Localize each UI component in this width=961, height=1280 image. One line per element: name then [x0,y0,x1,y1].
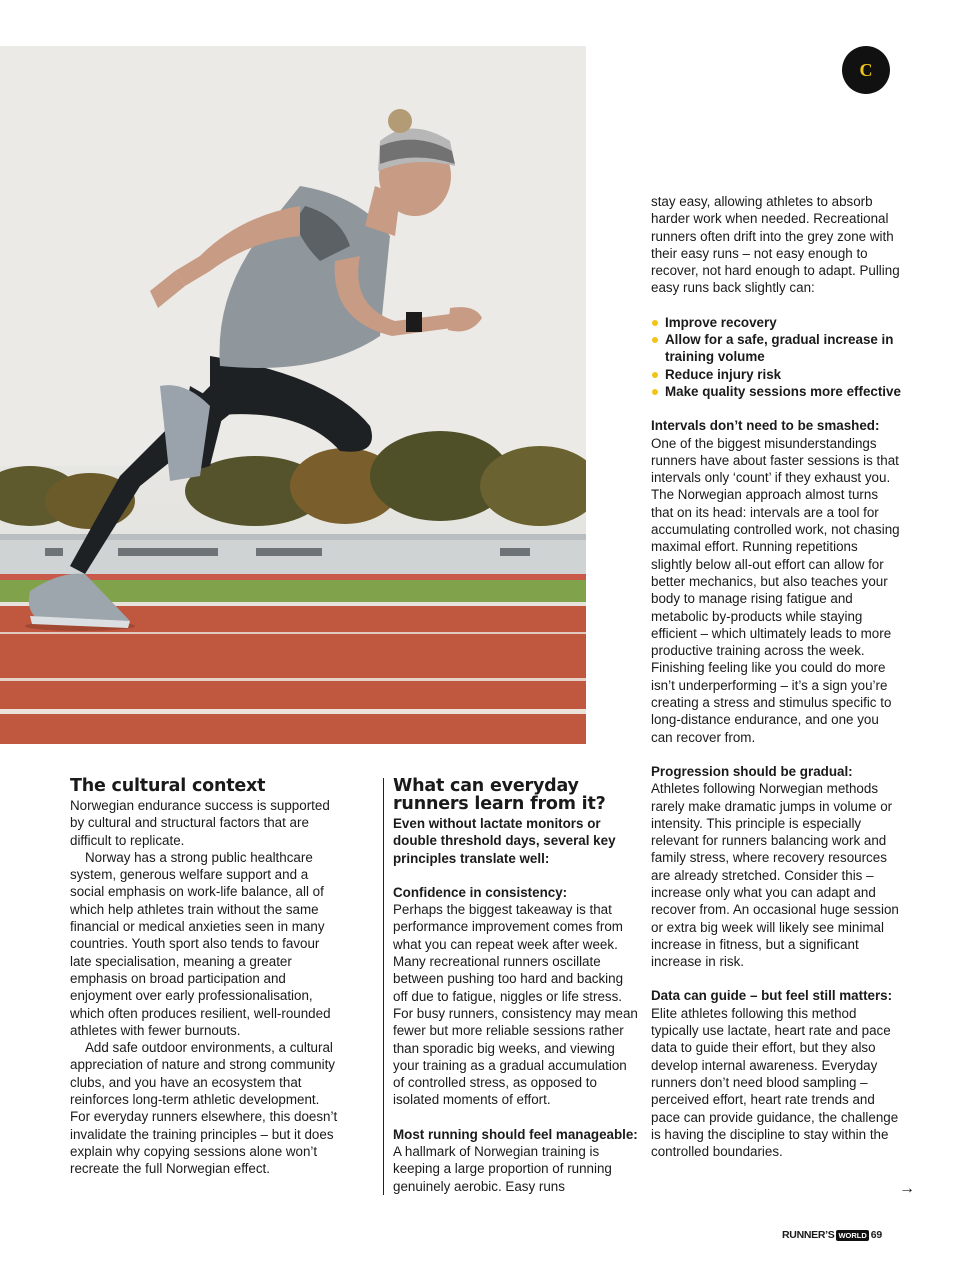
paragraph: Add safe outdoor environments, a cultural appreciation of nature and strong community clubs, and you have an ecosystem that reinforces long-term athletic development. For everyday runners elsewhere, this doesn’t invalidate the training principles – but it does explain why copying sessions alone won’t recreate the full Norwegian effect. [70,1040,338,1177]
paragraph: Perhaps the biggest takeaway is that performance improvement comes from what you can repeat week after week. Many recreational runners oscillate between pushing too hard and backing off due to fatigue, niggles or life stress. For busy runners, consistency may mean fewer but more reliable sessions rather than sporadic big weeks, and viewing your training as a gradual accumulation of controlled stress, as opposed to isolated moments of effort. [393,902,638,1108]
footer-world-logo: WORLD [838,1230,867,1240]
subhead-consistency: Confidence in consistency: [393,884,568,900]
paragraph-text: Elite athletes following this method typically use lactate, heart rate and pace data to guide their effort, but they also develop internal awareness. Everyday runners don’t need blood sampling – perceived effort, heart rate trends and pace can provide guidance, the challenge is having the discipline to stay within the controlled boundaries. [651,1005,899,1160]
subhead-data: Data can guide – but feel still matters: [651,988,893,1004]
continue-arrow-icon: → [899,1180,915,1197]
subhead-manageable: Most running should feel manageable: [393,1126,638,1142]
lead-text: Even without lactate monitors or double threshold days, several key principles translate well: [393,816,616,866]
list-item: Allow for a safe, gradual increase in training volume [651,331,901,366]
column-everyday-runners [393,777,638,1195]
runner-photo [0,46,586,744]
list-item: Reduce injury risk [651,366,901,383]
list-item: Make quality sessions more effective [651,383,901,400]
paragraph: One of the biggest misunderstandings runners have about faster sessions is that intervals only ‘count’ if they exhaust you. The Norwegian approach almost turns that on its head: intervals are a tool for accumulating controlled work, not chasing maximal effort. Running repetitions slightly below all-out effort can allow for better mechanics, but also teaches your body to manage rising fatigue and metabolic by-products while staying efficient – which ultimately leads to more productive training across the week. Finishing feeling like you could do more isn’t underperforming – it’s a sign you’re creating a stress and stimulus specific to long-distance endurance, and one you can recover from. [651,435,900,745]
paragraph: Norwegian endurance success is supported by cultural and structural factors that are difficult to replicate. [70,798,330,848]
heading-everyday-runners: What can everyday runners learn from it? [393,776,606,814]
paragraph: Norway has a strong public healthcare system, generous welfare support and a social emphasis on work-life balance, all of which help athletes train without the same financial or medical anxieties seen in many countries. Youth sport also tends to favour late specialisation, meaning a greater emphasis on broad participation and enjoyment over early professionalisation, which often produces resilient, well-rounded athletes with fewer burnouts. [70,849,331,1038]
bullet-list [651,314,901,400]
column-continued [651,193,901,1160]
paragraph [651,987,901,1160]
list-item: Improve recovery [651,314,901,331]
column-cultural-context [70,777,340,1178]
footer-brand: RUNNER’S [782,1229,835,1241]
heading-cultural-context: The cultural context [70,776,266,796]
paragraph-text: A hallmark of Norwegian training is keeping a large proportion of running genuinely aerobic. Easy runs [393,1144,612,1194]
section-badge: C [842,46,890,94]
subhead-intervals: Intervals don’t need to be smashed: [651,418,880,434]
subhead-progression: Progression should be gradual: [651,763,853,779]
page-footer [782,1229,882,1241]
page-number: 69 [870,1229,882,1241]
column-divider [383,778,384,1195]
paragraph: stay easy, allowing athletes to absorb harder work when needed. Recreational runners often drift into the grey zone with their easy runs – not easy enough to recover, not hard enough to adapt. Pulling easy runs back slightly can: [651,194,900,296]
paragraph [393,1126,638,1195]
paragraph: Athletes following Norwegian methods rarely make dramatic jumps in volume or intensity. This principle is especially relevant for runners balancing work and family stress, where recovery resources are already stretched. Consider this – increase only what you can adapt and recover from. An occasional huge session or extra big week will likely see minimal increase in fitness, but a significant increase in risk. [651,781,899,970]
